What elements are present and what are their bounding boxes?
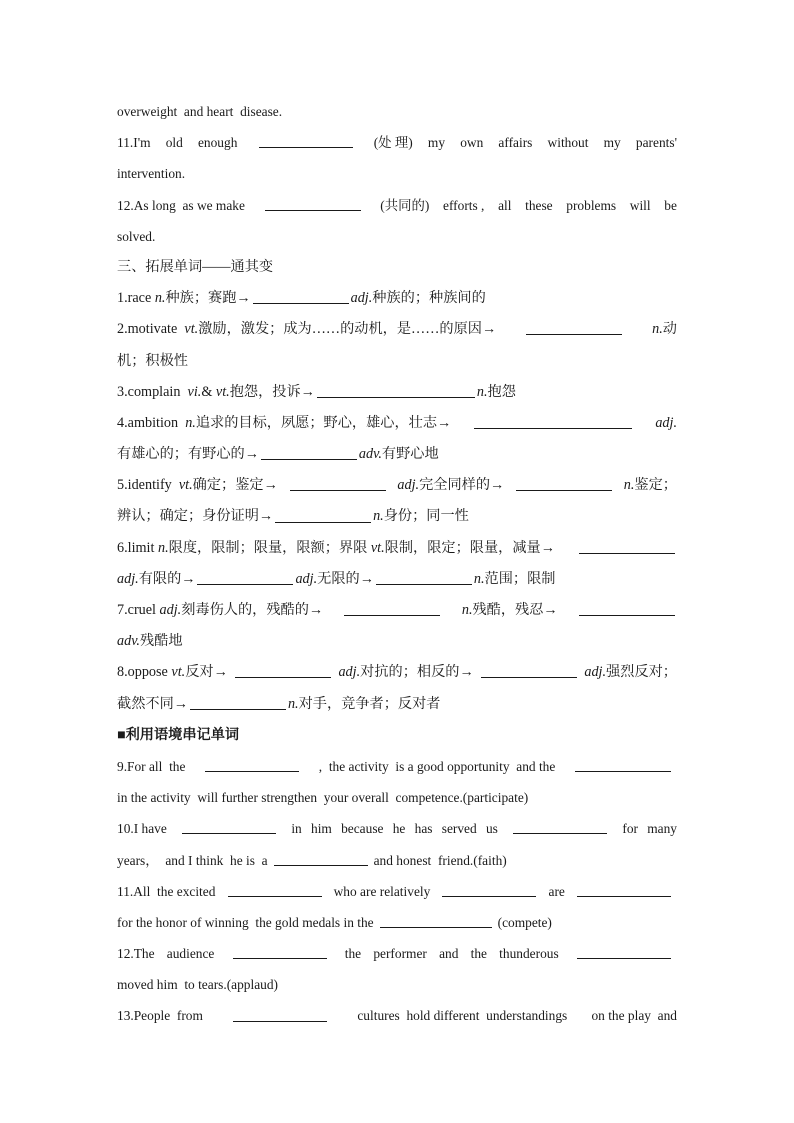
word-race <box>117 283 677 314</box>
text: overweight and heart disease. <box>117 104 283 119</box>
word-identify <box>117 470 677 501</box>
answer-blank[interactable] <box>317 396 475 398</box>
text: 动 <box>662 321 677 338</box>
text: my <box>603 135 621 151</box>
pos-label: adj. <box>397 477 420 494</box>
context-13-line1 <box>117 1000 677 1031</box>
text: us <box>485 821 498 837</box>
text: 反对→ <box>185 664 228 681</box>
text: 激励，激发；成为……的动机，是……的原因→ <box>198 321 497 338</box>
text: 对手，竞争者；反对者 <box>298 695 441 712</box>
hint-text: (处 理) <box>373 135 413 151</box>
heading-text: 利用语境串记单词 <box>125 726 240 743</box>
word-ambition-cont <box>117 439 677 470</box>
answer-blank[interactable] <box>259 146 353 148</box>
answer-blank[interactable] <box>265 209 361 211</box>
context-10-line2 <box>117 845 677 876</box>
answer-blank[interactable] <box>575 770 671 772</box>
pos-label: vt. <box>215 383 230 400</box>
answer-blank[interactable] <box>376 583 472 585</box>
pos-label: n. <box>461 602 473 618</box>
pos-label: adv. <box>117 633 140 650</box>
word-limit <box>117 533 677 564</box>
answer-blank[interactable] <box>577 957 671 959</box>
pos-label: n. <box>154 290 166 307</box>
pos-label: vt. <box>370 539 385 556</box>
context-11-line1 <box>117 876 677 907</box>
text: thunderous <box>499 946 559 962</box>
text: 追求的目标，夙愿；野心，雄心，壮志→ <box>195 414 452 431</box>
pos-label: n. <box>652 321 663 338</box>
answer-blank[interactable] <box>577 895 671 897</box>
word-oppose-cont <box>117 689 677 720</box>
pos-label: n. <box>373 508 384 525</box>
text: 范围；限制 <box>484 570 556 587</box>
pos-label: adj. <box>117 570 139 587</box>
text: enough <box>197 135 238 151</box>
text: , the activity is a good opportunity and the <box>318 758 556 774</box>
worksheet-page <box>117 96 677 1032</box>
context-10-line1 <box>117 813 677 844</box>
text: in <box>291 821 302 837</box>
pos-label: vt. <box>171 664 186 681</box>
section-heading-3 <box>117 252 677 283</box>
answer-blank[interactable] <box>182 832 276 834</box>
word-cruel <box>117 595 677 626</box>
text: 种族的；种族间的 <box>372 290 486 307</box>
text: 抱怨 <box>487 383 516 400</box>
text: efforts , <box>443 197 485 213</box>
text: and honest friend.(faith) <box>373 852 507 868</box>
text: 辨认；确定；身份证明→ <box>117 508 274 525</box>
text: for the honor of winning the gold medals in the <box>117 914 374 930</box>
text: performer <box>373 946 427 962</box>
text: 有雄心的；有野心的→ <box>117 446 259 463</box>
answer-blank[interactable] <box>290 489 386 491</box>
context-12-line1 <box>117 938 677 969</box>
text: intervention. <box>117 166 186 182</box>
text: are <box>548 883 565 899</box>
answer-blank[interactable] <box>474 427 632 429</box>
word-cruel-cont <box>117 626 677 657</box>
answer-blank[interactable] <box>228 895 322 897</box>
hint-text: (共同的) <box>380 197 430 213</box>
text: has <box>414 821 433 837</box>
pos-label: n. <box>158 539 169 556</box>
text: many <box>647 821 677 837</box>
exercise-11-line1 <box>117 127 677 158</box>
text: own <box>460 135 484 151</box>
answer-blank[interactable] <box>275 521 371 523</box>
text: 12.The <box>117 946 155 962</box>
text: 限度，限制；限量，限额；界限 <box>168 539 368 556</box>
pos-label: vi. <box>187 383 202 400</box>
pos-label: n. <box>185 414 196 431</box>
pos-label: vt. <box>184 321 199 338</box>
text: years， and I think he is a <box>117 852 268 868</box>
text: without <box>547 135 589 151</box>
heading-text: 三、拓展单词——通其变 <box>117 258 274 275</box>
text: 7.cruel <box>117 602 156 618</box>
text: he <box>392 821 406 837</box>
text: 9.For all the <box>117 758 186 774</box>
exercise-12-line1 <box>117 190 677 221</box>
text: these <box>525 197 553 213</box>
answer-blank[interactable] <box>274 864 368 866</box>
word-ambition <box>117 408 677 439</box>
text: problems <box>566 197 617 213</box>
text: for <box>622 821 638 837</box>
exercise-11-line2 <box>117 158 677 189</box>
text: 截然不同→ <box>117 695 188 712</box>
answer-blank[interactable] <box>233 1020 327 1022</box>
pos-label: adj. <box>338 664 361 681</box>
word-identify-cont <box>117 501 677 532</box>
text: 8.oppose <box>117 664 168 681</box>
text: cultures hold different understandings <box>357 1008 568 1024</box>
text: 残酷地 <box>139 633 183 650</box>
text: 13.People from <box>117 1008 203 1024</box>
word-limit-cont <box>117 564 677 595</box>
answer-blank[interactable] <box>579 614 675 616</box>
text: 刻毒伤人的，残酷的→ <box>181 602 324 618</box>
pos-label: n. <box>476 383 488 400</box>
answer-blank[interactable] <box>579 552 675 554</box>
text: (compete) <box>497 914 552 930</box>
text: 11.I'm <box>117 135 151 151</box>
answer-blank[interactable] <box>344 614 440 616</box>
text: 11.All the excited <box>117 883 216 899</box>
text: 抱怨，投诉→ <box>229 383 315 400</box>
text: my <box>427 135 446 151</box>
context-9-line1 <box>117 751 677 782</box>
pos-label: n. <box>473 570 485 587</box>
answer-blank[interactable] <box>235 676 331 678</box>
text: 强烈反对； <box>606 664 677 681</box>
text: 鉴定； <box>634 477 677 494</box>
text: 4.ambition <box>117 414 179 431</box>
text: on the play and <box>591 1008 677 1024</box>
exercise-12-line2 <box>117 221 677 252</box>
text: 有野心地 <box>381 446 439 463</box>
text: 身份；同一性 <box>383 508 469 525</box>
pos-label: adv. <box>358 446 382 463</box>
text: 无限的→ <box>317 570 374 587</box>
text: all <box>498 197 512 213</box>
text: 完全同样的→ <box>419 477 505 494</box>
text: old <box>165 135 183 151</box>
text: will <box>629 197 651 213</box>
text: the <box>344 946 362 962</box>
text: 对抗的；相反的→ <box>360 664 474 681</box>
answer-blank[interactable] <box>253 302 349 304</box>
text: 3.complain <box>117 383 181 400</box>
text: solved. <box>117 228 156 244</box>
square-bullet-icon: ■ <box>117 726 126 743</box>
answer-blank[interactable] <box>481 676 577 678</box>
answer-blank[interactable] <box>516 489 612 491</box>
text: moved him to tears.(applaud) <box>117 977 279 993</box>
text: 残酷，残忍→ <box>472 602 558 618</box>
text: 6.limit <box>117 539 155 556</box>
text: 机；积极性 <box>117 352 188 369</box>
text: be <box>664 197 677 213</box>
text: the <box>470 946 487 962</box>
text: 2.motivate <box>117 321 178 338</box>
pos-label: adj. <box>655 414 677 431</box>
text: 限制，限定；限量，减量→ <box>384 539 555 556</box>
line-overweight <box>117 96 677 127</box>
text: him <box>311 821 332 837</box>
context-9-line2 <box>117 782 677 813</box>
word-motivate-cont <box>117 346 677 377</box>
pos-label: adj. <box>584 664 607 681</box>
text: because <box>341 821 384 837</box>
answer-blank[interactable] <box>205 770 299 772</box>
answer-blank[interactable] <box>190 708 286 710</box>
text: 12.As long as we make <box>117 197 245 213</box>
word-complain <box>117 377 677 408</box>
text: 1.race <box>117 290 152 307</box>
text: parents' <box>635 135 677 151</box>
section-heading-context <box>117 720 677 751</box>
answer-blank[interactable] <box>526 333 622 335</box>
context-11-line2 <box>117 907 677 938</box>
pos-label: vt. <box>178 477 193 494</box>
text: 有限的→ <box>138 570 196 587</box>
text: who are relatively <box>333 883 431 899</box>
answer-blank[interactable] <box>442 895 536 897</box>
text: in the activity will further strengthen your overall competence.(participate) <box>117 790 529 806</box>
text: served <box>441 821 477 837</box>
text: 种族；赛跑→ <box>165 290 251 307</box>
pos-label: adj. <box>295 570 318 587</box>
answer-blank[interactable] <box>380 926 492 928</box>
answer-blank[interactable] <box>233 957 327 959</box>
pos-label: adj. <box>350 290 373 307</box>
text: 确定；鉴定→ <box>192 477 278 494</box>
pos-label: adj. <box>159 602 182 618</box>
text: affairs <box>498 135 533 151</box>
answer-blank[interactable] <box>513 832 607 834</box>
text: 10.I have <box>117 821 167 837</box>
text: & <box>201 383 216 400</box>
context-12-line2 <box>117 969 677 1000</box>
pos-label: n. <box>623 477 635 494</box>
text: and <box>439 946 459 962</box>
word-motivate <box>117 314 677 345</box>
pos-label: n. <box>287 695 299 712</box>
answer-blank[interactable] <box>261 458 357 460</box>
word-oppose <box>117 657 677 688</box>
text: audience <box>166 946 215 962</box>
text: 5.identify <box>117 477 172 494</box>
answer-blank[interactable] <box>197 583 293 585</box>
